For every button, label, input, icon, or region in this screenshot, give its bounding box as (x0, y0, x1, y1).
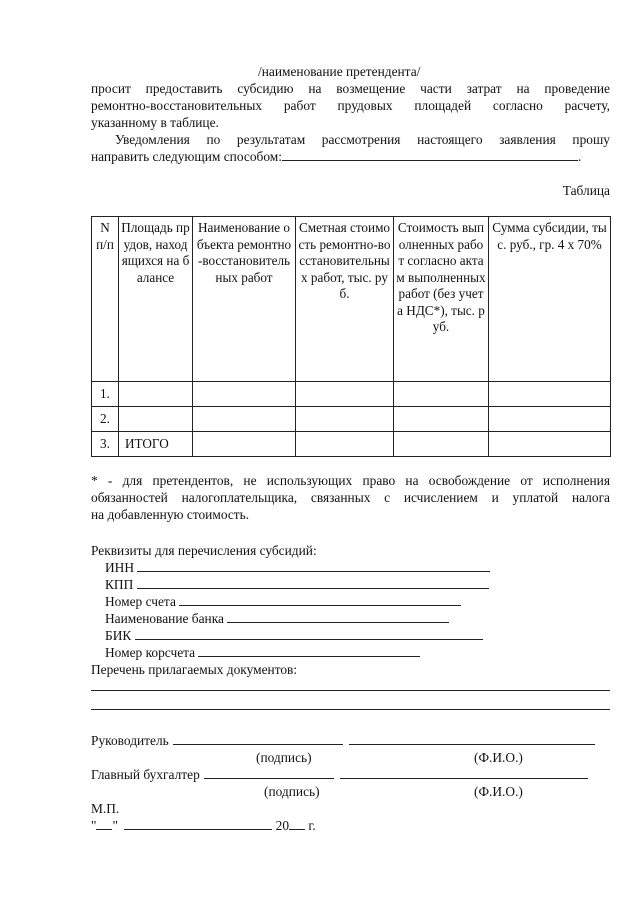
documents-line-2[interactable] (91, 709, 610, 710)
requisite-label: БИК (105, 628, 132, 643)
requisite-label: Номер счета (105, 594, 176, 609)
table-row-total (92, 432, 611, 457)
date-line (91, 817, 316, 834)
table-cell[interactable] (296, 407, 394, 432)
notice-prefix: направить следующим способом: (91, 149, 282, 164)
table-cell[interactable] (119, 382, 193, 407)
accountant-name-field[interactable] (340, 766, 588, 779)
row-number: 3. (92, 432, 119, 457)
head-label: Руководитель (91, 733, 169, 748)
requisite-corr-account (105, 644, 420, 661)
footnote-line-3: на добавленную стоимость. (91, 507, 250, 522)
requisite-inn (105, 559, 490, 576)
notice-line-2 (91, 148, 581, 165)
table-cell[interactable] (394, 382, 489, 407)
accountant-label: Главный бухгалтер (91, 767, 200, 782)
bank-field[interactable] (227, 610, 449, 623)
request-line-2: ремонтно-восстановительных работ прудовых площадей согласно расчету, (91, 98, 610, 113)
documents-title: Перечень прилагаемых документов: (91, 662, 298, 677)
table-cell[interactable] (296, 432, 394, 457)
accountant-signature-row (91, 766, 588, 783)
table-row (92, 407, 611, 432)
requisite-label: Номер корсчета (105, 645, 196, 660)
table-cell[interactable] (489, 382, 611, 407)
inn-field[interactable] (137, 559, 490, 572)
day-field[interactable] (96, 817, 112, 830)
notice-suffix: . (577, 149, 582, 164)
total-label: ИТОГО (119, 432, 193, 457)
col-header-subsidy: Сумма субсидии, тыс. руб., гр. 4 х 70% (489, 217, 611, 382)
account-field[interactable] (179, 593, 461, 606)
row-number: 1. (92, 382, 119, 407)
head-signature-row (91, 732, 595, 749)
footnote-line-1: * - для претендентов, не использующих право на освобождение от исполнения (91, 473, 610, 488)
table-cell[interactable] (296, 382, 394, 407)
requisites-title: Реквизиты для перечисления субсидий: (91, 543, 317, 558)
request-line-1: просит предоставить субсидию на возмещение части затрат на проведение (91, 81, 610, 96)
requisite-bank (105, 610, 449, 627)
corr-account-field[interactable] (198, 644, 420, 657)
col-header-number: N п/п (92, 217, 119, 382)
quote-close: " (112, 818, 118, 833)
request-line-3: указанному в таблице. (91, 115, 219, 130)
table-row (92, 382, 611, 407)
col-header-cost: Стоимость выполненных работ согласно актам выполненных работ (без учета НДС*), тыс. руб. (394, 217, 489, 382)
month-field[interactable] (124, 817, 272, 830)
table-cell[interactable] (394, 407, 489, 432)
footnote-line-2: обязанностей налогоплательщика, связанных с исчислением и уплатой налога (91, 490, 610, 505)
requisite-bik (105, 627, 483, 644)
stamp-label: М.П. (91, 801, 120, 816)
table-cell[interactable] (394, 432, 489, 457)
year-field[interactable] (289, 817, 305, 830)
table-cell[interactable] (193, 382, 296, 407)
subsidy-table (91, 216, 611, 457)
kpp-field[interactable] (137, 576, 489, 589)
bik-field[interactable] (135, 627, 483, 640)
accountant-sign-caption: (подпись) (264, 784, 320, 799)
quote-open: " (91, 818, 97, 833)
table-cell[interactable] (489, 407, 611, 432)
head-name-caption: (Ф.И.О.) (474, 750, 523, 765)
accountant-name-caption: (Ф.И.О.) (474, 784, 523, 799)
notice-line-1: Уведомления по результатам рассмотрения настоящего заявления прошу (115, 132, 610, 147)
applicant-caption: /наименование претендента/ (258, 64, 421, 79)
head-signature-field[interactable] (173, 732, 343, 745)
table-cell[interactable] (193, 407, 296, 432)
documents-line-1[interactable] (91, 690, 610, 691)
col-header-area: Площадь прудов, находящихся на балансе (119, 217, 193, 382)
requisite-label: КПП (105, 577, 134, 592)
col-header-object: Наименование объекта ремонтно-восстановительных работ (193, 217, 296, 382)
row-number: 2. (92, 407, 119, 432)
requisite-label: ИНН (105, 560, 135, 575)
requisite-account (105, 593, 461, 610)
table-cell[interactable] (489, 432, 611, 457)
table-header-row (92, 217, 611, 382)
table-cell[interactable] (193, 432, 296, 457)
requisite-label: Наименование банка (105, 611, 224, 626)
head-sign-caption: (подпись) (256, 750, 312, 765)
table-caption: Таблица (562, 183, 610, 198)
col-header-estimate: Сметная стоимость ремонтно-восстановительных работ, тыс. руб. (296, 217, 394, 382)
delivery-method-blank[interactable] (282, 148, 578, 161)
requisite-kpp (105, 576, 489, 593)
accountant-signature-field[interactable] (204, 766, 334, 779)
table-cell[interactable] (119, 407, 193, 432)
head-name-field[interactable] (349, 732, 595, 745)
year-suffix: г. (308, 818, 316, 833)
year-prefix: 20 (275, 818, 290, 833)
